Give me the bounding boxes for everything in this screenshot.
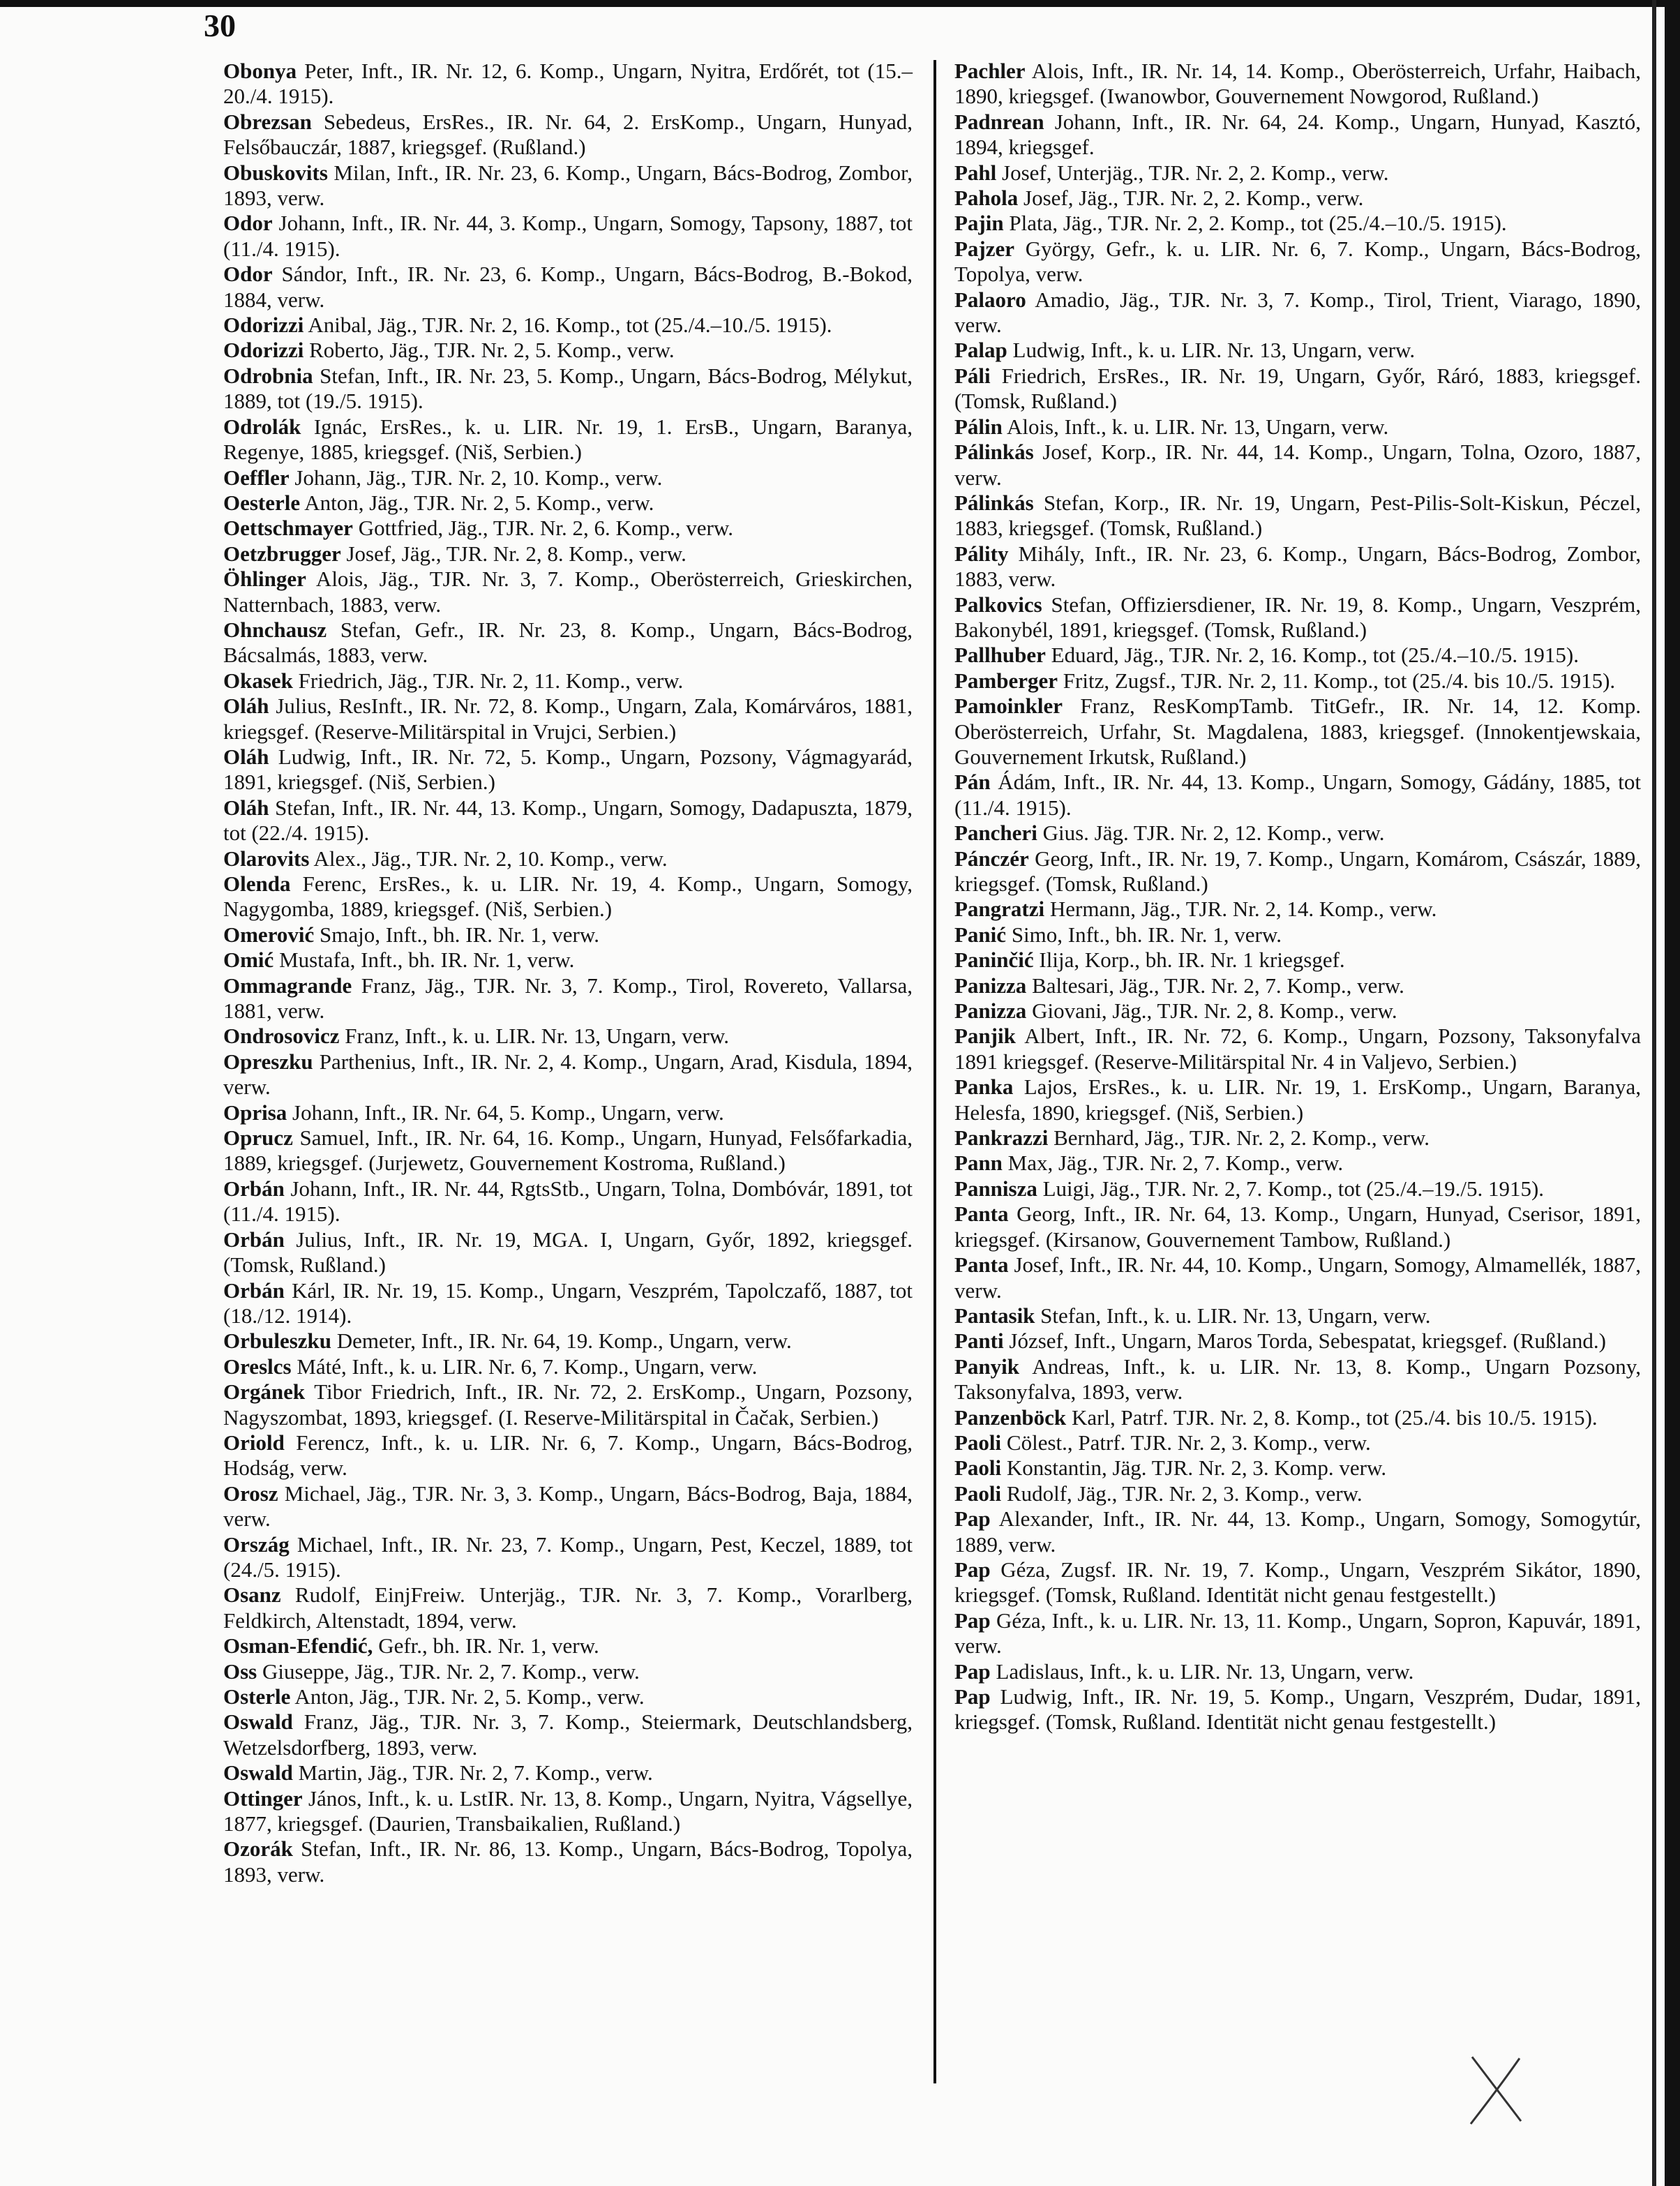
- register-entry: [223, 110, 913, 160]
- register-entry: [954, 1125, 1641, 1151]
- entry-surname: Pangratzi: [954, 897, 1045, 922]
- entry-surname: Ottinger: [223, 1786, 303, 1811]
- entry-surname: Oláh: [223, 694, 269, 719]
- register-entry: [223, 973, 913, 1024]
- entry-details: Máté, Inft., k. u. LIR. Nr. 6, 7. Komp., Ungarn, verw.: [291, 1354, 758, 1379]
- entry-surname: Panizza: [954, 973, 1027, 998]
- register-entry: [223, 617, 913, 668]
- entry-details: Gefr., bh. IR. Nr. 1, verw.: [373, 1633, 599, 1659]
- entry-surname: Panizza: [954, 998, 1027, 1024]
- register-entry: [223, 846, 913, 871]
- register-entry: [223, 465, 913, 491]
- register-entry: [954, 491, 1641, 541]
- entry-details: Alex., Jäg., TJR. Nr. 2, 10. Komp., verw.: [309, 846, 668, 871]
- entry-surname: Odrolák: [223, 414, 301, 439]
- entry-details: Johann, Jäg., TJR. Nr. 2, 10. Komp., verw.: [289, 465, 663, 490]
- register-entry: [954, 770, 1641, 821]
- entry-surname: Pán: [954, 770, 991, 795]
- entry-details: Friedrich, Jäg., TJR. Nr. 2, 11. Komp., verw.: [292, 668, 684, 693]
- entry-details: Alois, Inft., IR. Nr. 14, 14. Komp., Oberösterreich, Urfahr, Haibach, 1890, kriegsgef. (Iwanowbor, Gouvernement Nowgorod, Rußland.): [954, 59, 1641, 109]
- entry-details: Bernhard, Jäg., TJR. Nr. 2, 2. Komp., verw.: [1048, 1125, 1430, 1151]
- register-entry: [223, 948, 913, 973]
- entry-details: Géza, Inft., k. u. LIR. Nr. 13, 11. Komp., Ungarn, Sopron, Kapuvár, 1891, verw.: [954, 1608, 1641, 1659]
- entry-surname: Panić: [954, 922, 1007, 947]
- entry-details: Plata, Jäg., TJR. Nr. 2, 2. Komp., tot (25./4.–10./5. 1915).: [1003, 211, 1507, 236]
- entry-surname: Pannisza: [954, 1176, 1037, 1201]
- entry-details: Julius, ResInft., IR. Nr. 72, 8. Komp., Ungarn, Zala, Komárváros, 1881, kriegsgef. (Reserve-Militärspital in Vrujci, Serbien.): [223, 694, 913, 744]
- register-entry: [223, 1481, 913, 1532]
- register-entry: [954, 592, 1641, 643]
- register-entry: [954, 922, 1641, 948]
- register-entry: [954, 1481, 1641, 1506]
- register-entry: [223, 211, 913, 262]
- entry-surname: Pajin: [954, 211, 1004, 236]
- entry-details: Albert, Inft., IR. Nr. 72, 6. Komp., Ungarn, Pozsony, Taksonyfalva 1891 kriegsgef. (Reserve-Militärspital Nr. 4 in Valjevo, Serbien.): [954, 1024, 1641, 1074]
- entry-surname: Pajzer: [954, 236, 1015, 261]
- register-entry: [223, 1430, 913, 1481]
- register-entry: [954, 59, 1641, 110]
- entry-surname: Oswald: [223, 1709, 293, 1735]
- register-entry: [223, 364, 913, 414]
- entry-surname: Pahola: [954, 186, 1019, 211]
- register-entry: [954, 846, 1641, 897]
- scan-right-edge-line: [1652, 0, 1656, 2186]
- entry-surname: Panzenböck: [954, 1405, 1067, 1430]
- register-entry: [954, 998, 1641, 1024]
- register-entry: [954, 364, 1641, 414]
- entry-surname: Öhlinger: [223, 567, 306, 592]
- entry-details: Georg, Inft., IR. Nr. 19, 7. Komp., Ungarn, Komárom, Császár, 1889, kriegsgef. (Tomsk, Rußland.): [954, 846, 1641, 896]
- entry-details: Alois, Jäg., TJR. Nr. 3, 7. Komp., Oberösterreich, Grieskirchen, Natternbach, 1883, verw.: [223, 567, 913, 617]
- entry-details: Ferencz, Inft., k. u. LIR. Nr. 6, 7. Komp., Ungarn, Bács-Bodrog, Hodság, verw.: [223, 1430, 913, 1481]
- entry-surname: Pap: [954, 1608, 991, 1633]
- register-entry: [223, 1024, 913, 1049]
- entry-surname: Omerović: [223, 922, 315, 947]
- entry-surname: Osanz: [223, 1582, 281, 1608]
- register-entry: [223, 668, 913, 694]
- entry-surname: Pamoinkler: [954, 694, 1063, 719]
- entry-details: Ferenc, ErsRes., k. u. LIR. Nr. 19, 4. Komp., Ungarn, Somogy, Nagygomba, 1889, kriegsgef. (Niš, Serbien.): [223, 871, 913, 922]
- entry-details: Milan, Inft., IR. Nr. 23, 6. Komp., Ungarn, Bács-Bodrog, Zombor, 1893, verw.: [223, 160, 913, 211]
- register-entry: [954, 1430, 1641, 1455]
- register-entry: [223, 1176, 913, 1227]
- entry-surname: Paninčić: [954, 948, 1034, 973]
- entry-details: Eduard, Jäg., TJR. Nr. 2, 16. Komp., tot (25./4.–10./5. 1915).: [1045, 643, 1579, 668]
- register-entry: [954, 897, 1641, 922]
- entry-details: Josef, Jäg., TJR. Nr. 2, 8. Komp., verw.: [340, 541, 687, 566]
- entry-details: Sebedeus, ErsRes., IR. Nr. 64, 2. ErsKomp., Ungarn, Hunyad, Felsőbauczár, 1887, kriegsgef. (Rußland.): [223, 109, 913, 160]
- register-entry: [954, 1303, 1641, 1328]
- entry-surname: Paoli: [954, 1455, 1002, 1481]
- entry-surname: Orbuleszku: [223, 1328, 332, 1354]
- register-entry: [954, 160, 1641, 186]
- register-entry: [954, 1557, 1641, 1608]
- entry-surname: Pantasik: [954, 1303, 1035, 1328]
- register-entry: [223, 871, 913, 922]
- scan-top-edge: [0, 0, 1680, 7]
- register-entry: [954, 1328, 1641, 1354]
- entry-surname: Oss: [223, 1659, 257, 1684]
- register-entry: [223, 922, 913, 948]
- register-entry: [223, 541, 913, 567]
- entry-details: Alexander, Inft., IR. Nr. 44, 13. Komp., Ungarn, Somogy, Somogytúr, 1889, verw.: [954, 1506, 1641, 1557]
- register-entry: [223, 338, 913, 363]
- register-entry: [954, 338, 1641, 363]
- entry-details: Franz, Jäg., TJR. Nr. 3, 7. Komp., Steiermark, Deutschlandsberg, Wetzelsdorfberg, 1893, verw.: [223, 1709, 913, 1760]
- register-entry: [954, 1608, 1641, 1659]
- entry-details: Johann, Inft., IR. Nr. 64, 24. Komp., Ungarn, Hunyad, Kasztó, 1894, kriegsgef.: [954, 109, 1641, 160]
- entry-surname: Oettschmayer: [223, 516, 353, 541]
- entry-surname: Oesterle: [223, 490, 301, 515]
- entry-details: Ilija, Korp., bh. IR. Nr. 1 kriegsgef.: [1033, 948, 1345, 973]
- entry-details: Géza, Zugsf. IR. Nr. 19, 7. Komp., Ungarn, Veszprém Sikátor, 1890, kriegsgef. (Tomsk, Rußland. Identität nicht genau festgestellt.): [954, 1557, 1641, 1608]
- entry-details: Stefan, Korp., IR. Nr. 19, Ungarn, Pest-Pilis-Solt-Kiskun, Péczel, 1883, kriegsgef. (Tomsk, Rußland.): [954, 490, 1641, 541]
- entry-details: Fritz, Zugsf., TJR. Nr. 2, 11. Komp., tot (25./4. bis 10./5. 1915).: [1058, 668, 1616, 693]
- entry-details: Anton, Jäg., TJR. Nr. 2, 5. Komp., verw.: [300, 490, 654, 515]
- entry-details: Johann, Inft., IR. Nr. 64, 5. Komp., Ungarn, verw.: [287, 1100, 724, 1125]
- register-entry: [954, 440, 1641, 491]
- entry-surname: Pachler: [954, 59, 1026, 83]
- entry-surname: Ohnchausz: [223, 617, 327, 642]
- entry-details: Roberto, Jäg., TJR. Nr. 2, 5. Komp., verw.: [303, 338, 675, 363]
- register-entry: [954, 1455, 1641, 1481]
- entry-surname: Pankrazzi: [954, 1125, 1049, 1151]
- register-entry: [223, 491, 913, 516]
- entry-details: Rudolf, Jäg., TJR. Nr. 2, 3. Komp., verw.: [1001, 1481, 1363, 1506]
- register-entry: [954, 1506, 1641, 1557]
- entry-details: Amadio, Jäg., TJR. Nr. 3, 7. Komp., Tirol, Trient, Viarago, 1890, verw.: [954, 287, 1641, 338]
- register-entry: [223, 1684, 913, 1709]
- entry-surname: Panyik: [954, 1354, 1020, 1379]
- entry-details: Stefan, Inft., k. u. LIR. Nr. 13, Ungarn, verw.: [1035, 1303, 1431, 1328]
- entry-details: Ignác, ErsRes., k. u. LIR. Nr. 19, 1. ErsB., Ungarn, Baranya, Regenye, 1885, kriegsgef. (Niš, Serbien.): [223, 414, 913, 465]
- register-entry: [223, 1786, 913, 1837]
- entry-details: Cölest., Patrf. TJR. Nr. 2, 3. Komp., verw.: [1001, 1430, 1371, 1455]
- entry-surname: Pann: [954, 1151, 1003, 1176]
- entry-surname: Osterle: [223, 1684, 291, 1709]
- entry-surname: Olarovits: [223, 846, 310, 871]
- register-entry: [954, 948, 1641, 973]
- entry-surname: Odor: [223, 262, 273, 287]
- register-entry: [223, 160, 913, 211]
- entry-details: Johann, Inft., IR. Nr. 44, RgtsStb., Ungarn, Tolna, Dombóvár, 1891, tot (11./4. 1915).: [223, 1176, 913, 1227]
- entry-details: Sándor, Inft., IR. Nr. 23, 6. Komp., Ungarn, Bács-Bodrog, B.-Bokod, 1884, verw.: [223, 262, 913, 312]
- register-entry: [954, 694, 1641, 770]
- entry-details: Julius, Inft., IR. Nr. 19, MGA. I, Ungarn, Győr, 1892, kriegsgef. (Tomsk, Rußland.): [223, 1227, 913, 1278]
- register-entry: [954, 211, 1641, 236]
- register-entry: [223, 1379, 913, 1430]
- register-entry: [954, 1176, 1641, 1201]
- entry-surname: Pap: [954, 1506, 991, 1532]
- entry-surname: Paoli: [954, 1430, 1002, 1455]
- entry-surname: Orosz: [223, 1481, 278, 1506]
- entry-details: Andreas, Inft., k. u. LIR. Nr. 13, 8. Komp., Ungarn Pozsony, Taksonyfalva, 1893, verw.: [954, 1354, 1641, 1405]
- entry-details: János, Inft., k. u. LstIR. Nr. 13, 8. Komp., Ungarn, Nyitra, Vágsellye, 1877, kriegsgef. (Daurien, Transbaikalien, Rußland.): [223, 1786, 913, 1836]
- entry-surname: Panti: [954, 1328, 1004, 1354]
- entry-details: Mihály, Inft., IR. Nr. 23, 6. Komp., Ungarn, Bács-Bodrog, Zombor, 1883, verw.: [954, 541, 1641, 592]
- entry-surname: Ondrosovicz: [223, 1024, 340, 1049]
- entry-surname: Oprisa: [223, 1100, 287, 1125]
- entry-details: Josef, Unterjäg., TJR. Nr. 2, 2. Komp., verw.: [996, 160, 1389, 185]
- register-entry: [954, 414, 1641, 440]
- register-entry: [954, 1024, 1641, 1075]
- register-entry: [954, 1405, 1641, 1430]
- entry-details: Franz, Jäg., TJR. Nr. 3, 7. Komp., Tirol, Rovereto, Vallarsa, 1881, verw.: [223, 973, 913, 1024]
- register-entry: [223, 516, 913, 541]
- register-entry: [954, 287, 1641, 338]
- entry-surname: Orgánek: [223, 1379, 306, 1405]
- entry-details: Samuel, Inft., IR. Nr. 64, 16. Komp., Ungarn, Hunyad, Felsőfarkadia, 1889, kriegsgef. (Jurjewetz, Gouvernement Kostroma, Rußland.): [223, 1125, 913, 1176]
- right-column: [954, 59, 1641, 1735]
- entry-surname: Panjik: [954, 1024, 1016, 1049]
- entry-surname: Odorizzi: [223, 313, 304, 338]
- register-entry: [223, 795, 913, 846]
- entry-details: Smajo, Inft., bh. IR. Nr. 1, verw.: [314, 922, 599, 947]
- register-entry: [954, 541, 1641, 592]
- entry-details: Max, Jäg., TJR. Nr. 2, 7. Komp., verw.: [1002, 1151, 1344, 1176]
- entry-surname: Panta: [954, 1201, 1009, 1227]
- page-number: 30: [204, 8, 236, 43]
- register-entry: [954, 1659, 1641, 1684]
- entry-details: Josef, Jäg., TJR. Nr. 2, 2. Komp., verw.: [1018, 186, 1364, 211]
- entry-surname: Pap: [954, 1684, 991, 1709]
- register-entry: [223, 1760, 913, 1786]
- entry-details: Lajos, ErsRes., k. u. LIR. Nr. 19, 1. ErsKomp., Ungarn, Baranya, Helesfa, 1890, kriegsgef. (Niš, Serbien.): [954, 1075, 1641, 1125]
- entry-surname: Osman-Efendić,: [223, 1633, 373, 1659]
- entry-details: Georg, Inft., IR. Nr. 64, 13. Komp., Ungarn, Hunyad, Cserisor, 1891, kriegsgef. (Kirsanow, Gouvernement Tambow, Rußland.): [954, 1201, 1641, 1252]
- entry-surname: Odrobnia: [223, 363, 313, 388]
- register-entry: [223, 1049, 913, 1100]
- entry-details: György, Gefr., k. u. LIR. Nr. 6, 7. Komp., Ungarn, Bács-Bodrog, Topolya, verw.: [954, 236, 1641, 287]
- entry-surname: Obuskovits: [223, 160, 328, 185]
- entry-details: Friedrich, ErsRes., IR. Nr. 19, Ungarn, Győr, Ráró, 1883, kriegsgef. (Tomsk, Rußland.): [954, 363, 1641, 414]
- register-entry: [223, 414, 913, 465]
- register-entry: [223, 744, 913, 795]
- register-entry: [223, 694, 913, 744]
- register-entry: [223, 1836, 913, 1887]
- entry-details: Peter, Inft., IR. Nr. 12, 6. Komp., Ungarn, Nyitra, Erdőrét, tot (15.–20./4. 1915).: [223, 59, 913, 109]
- register-entry: [954, 186, 1641, 211]
- entry-surname: Orbán: [223, 1278, 285, 1303]
- register-entry: [954, 1201, 1641, 1252]
- entry-details: Simo, Inft., bh. IR. Nr. 1, verw.: [1006, 922, 1282, 947]
- entry-surname: Ommagrande: [223, 973, 352, 998]
- entry-surname: Olenda: [223, 871, 291, 896]
- register-entry: [223, 567, 913, 617]
- entry-surname: Oreslcs: [223, 1354, 292, 1379]
- register-entry: [954, 973, 1641, 998]
- entry-surname: Páli: [954, 363, 991, 388]
- register-entry: [223, 1532, 913, 1583]
- entry-surname: Palap: [954, 338, 1007, 363]
- entry-details: Anibal, Jäg., TJR. Nr. 2, 16. Komp., tot (25./4.–10./5. 1915).: [303, 313, 832, 338]
- entry-details: Alois, Inft., k. u. LIR. Nr. 13, Ungarn, verw.: [1002, 414, 1389, 439]
- register-entry: [223, 1328, 913, 1354]
- entry-details: Josef, Inft., IR. Nr. 44, 10. Komp., Ungarn, Somogy, Almamellék, 1887, verw.: [954, 1252, 1641, 1303]
- entry-details: Karl, Patrf. TJR. Nr. 2, 8. Komp., tot (25./4. bis 10./5. 1915).: [1066, 1405, 1598, 1430]
- register-entry: [223, 313, 913, 338]
- entry-surname: Orbán: [223, 1176, 285, 1201]
- entry-surname: Obrezsan: [223, 109, 312, 134]
- entry-surname: Ország: [223, 1532, 290, 1557]
- entry-details: Hermann, Jäg., TJR. Nr. 2, 14. Komp., verw.: [1044, 897, 1437, 922]
- entry-surname: Orbán: [223, 1227, 285, 1252]
- entry-surname: Pálin: [954, 414, 1003, 439]
- entry-surname: Oswald: [223, 1760, 293, 1786]
- entry-details: Mustafa, Inft., bh. IR. Nr. 1, verw.: [273, 948, 575, 973]
- entry-details: Stefan, Inft., IR. Nr. 86, 13. Komp., Ungarn, Bács-Bodrog, Topolya, 1893, verw.: [223, 1836, 913, 1887]
- register-entry: [954, 643, 1641, 668]
- entry-details: Johann, Inft., IR. Nr. 44, 3. Komp., Ungarn, Somogy, Tapsony, 1887, tot (11./4. 1915).: [223, 211, 913, 261]
- entry-details: Josef, Korp., IR. Nr. 44, 14. Komp., Ungarn, Tolna, Ozoro, 1887, verw.: [954, 440, 1641, 490]
- register-entry: [223, 262, 913, 313]
- register-entry: [954, 110, 1641, 160]
- register-entry: [954, 1354, 1641, 1405]
- entry-surname: Opreszku: [223, 1049, 313, 1074]
- register-entry: [954, 1252, 1641, 1303]
- register-entry: [223, 1659, 913, 1684]
- entry-details: Michael, Inft., IR. Nr. 23, 7. Komp., Ungarn, Pest, Keczel, 1889, tot (24./5. 1915).: [223, 1532, 913, 1582]
- entry-surname: Oeffler: [223, 465, 290, 490]
- register-entry: [954, 1684, 1641, 1735]
- entry-details: Baltesari, Jäg., TJR. Nr. 2, 7. Komp., verw.: [1026, 973, 1404, 998]
- entry-details: József, Inft., Ungarn, Maros Torda, Sebespatat, kriegsgef. (Rußland.): [1003, 1328, 1606, 1354]
- entry-surname: Pap: [954, 1659, 991, 1684]
- entry-details: Ludwig, Inft., IR. Nr. 72, 5. Komp., Ungarn, Pozsony, Vágmagyarád, 1891, kriegsgef. (Niš, Serbien.): [223, 744, 913, 795]
- column-divider: [933, 60, 936, 2083]
- entry-surname: Pancheri: [954, 821, 1037, 846]
- register-entry: [223, 1354, 913, 1379]
- entry-details: Stefan, Gefr., IR. Nr. 23, 8. Komp., Ungarn, Bács-Bodrog, Bácsalmás, 1883, verw.: [223, 617, 913, 668]
- entry-details: Stefan, Offiziersdiener, IR. Nr. 19, 8. Komp., Ungarn, Veszprém, Bakonybél, 1891, kriegsgef. (Tomsk, Rußland.): [954, 592, 1641, 642]
- entry-details: Gottfried, Jäg., TJR. Nr. 2, 6. Komp., verw.: [352, 516, 733, 541]
- entry-details: Ladislaus, Inft., k. u. LIR. Nr. 13, Ungarn, verw.: [990, 1659, 1414, 1684]
- entry-details: Gius. Jäg. TJR. Nr. 2, 12. Komp., verw.: [1037, 821, 1385, 846]
- entry-surname: Oriold: [223, 1430, 285, 1455]
- entry-details: Parthenius, Inft., IR. Nr. 2, 4. Komp., Ungarn, Arad, Kisdula, 1894, verw.: [223, 1049, 913, 1100]
- entry-details: Stefan, Inft., IR. Nr. 23, 5. Komp., Ungarn, Bács-Bodrog, Mélykut, 1889, tot (19./5. 1915).: [223, 363, 913, 414]
- entry-surname: Ozorák: [223, 1836, 293, 1862]
- register-entry: [223, 1582, 913, 1633]
- register-entry: [954, 821, 1641, 846]
- entry-surname: Panka: [954, 1075, 1014, 1100]
- register-entry: [223, 59, 913, 110]
- entry-surname: Oetzbrugger: [223, 541, 341, 566]
- entry-surname: Pahl: [954, 160, 997, 185]
- entry-surname: Obonya: [223, 59, 297, 83]
- entry-details: Ludwig, Inft., k. u. LIR. Nr. 13, Ungarn, verw.: [1007, 338, 1416, 363]
- entry-surname: Odor: [223, 211, 273, 236]
- register-entry: [954, 1151, 1641, 1176]
- entry-surname: Padnrean: [954, 109, 1044, 134]
- entry-surname: Okasek: [223, 668, 293, 693]
- entry-details: Rudolf, EinjFreiw. Unterjäg., TJR. Nr. 3, 7. Komp., Vorarlberg, Feldkirch, Altenstadt, 1894, verw.: [223, 1582, 913, 1633]
- entry-details: Ádám, Inft., IR. Nr. 44, 13. Komp., Ungarn, Somogy, Gádány, 1885, tot (11./4. 1915).: [954, 770, 1641, 820]
- register-entry: [954, 668, 1641, 694]
- entry-surname: Palaoro: [954, 287, 1026, 312]
- entry-surname: Pálinkás: [954, 490, 1034, 515]
- entry-details: Stefan, Inft., IR. Nr. 44, 13. Komp., Ungarn, Somogy, Dadapuszta, 1879, tot (22./4. 1915).: [223, 795, 913, 846]
- entry-details: Michael, Jäg., TJR. Nr. 3, 3. Komp., Ungarn, Bács-Bodrog, Baja, 1884, verw.: [223, 1481, 913, 1532]
- entry-details: Konstantin, Jäg. TJR. Nr. 2, 3. Komp. verw.: [1001, 1455, 1387, 1481]
- entry-details: Franz, Inft., k. u. LIR. Nr. 13, Ungarn, verw.: [339, 1024, 729, 1049]
- entry-surname: Oprucz: [223, 1125, 293, 1151]
- entry-surname: Pap: [954, 1557, 991, 1582]
- entry-details: Giovani, Jäg., TJR. Nr. 2, 8. Komp., verw.: [1026, 998, 1397, 1024]
- entry-surname: Panta: [954, 1252, 1009, 1278]
- register-entry: [223, 1100, 913, 1125]
- entry-surname: Oláh: [223, 744, 269, 769]
- entry-surname: Paoli: [954, 1481, 1002, 1506]
- register-entry: [223, 1227, 913, 1278]
- entry-surname: Pallhuber: [954, 643, 1046, 668]
- register-entry: [954, 1075, 1641, 1125]
- entry-surname: Omić: [223, 948, 274, 973]
- register-entry: [223, 1633, 913, 1659]
- register-entry: [954, 237, 1641, 287]
- entry-details: Martin, Jäg., TJR. Nr. 2, 7. Komp., verw.: [292, 1760, 653, 1786]
- entry-surname: Pálinkás: [954, 440, 1034, 465]
- entry-details: Luigi, Jäg., TJR. Nr. 2, 7. Komp., tot (25./4.–19./5. 1915).: [1037, 1176, 1545, 1201]
- scan-right-edge: [1665, 0, 1680, 2186]
- entry-details: Ludwig, Inft., IR. Nr. 19, 5. Komp., Ungarn, Veszprém, Dudar, 1891, kriegsgef. (Tomsk, Rußland. Identität nicht genau festgestellt.): [954, 1684, 1641, 1735]
- entry-surname: Pamberger: [954, 668, 1058, 693]
- entry-surname: Pánczér: [954, 846, 1029, 871]
- entry-surname: Odorizzi: [223, 338, 304, 363]
- entry-details: Kárl, IR. Nr. 19, 15. Komp., Ungarn, Veszprém, Tapolczafő, 1887, tot (18./12. 1914).: [223, 1278, 913, 1328]
- entry-details: Franz, ResKompTamb. TitGefr., IR. Nr. 14, 12. Komp. Oberösterreich, Urfahr, St. Magdalena, 1883, kriegsgef. (Innokentjewskaia, Gouvernement Irkutsk, Rußland.): [954, 694, 1641, 769]
- left-column: [223, 59, 913, 1887]
- entry-surname: Pálity: [954, 541, 1009, 566]
- entry-surname: Oláh: [223, 795, 269, 820]
- entry-details: Anton, Jäg., TJR. Nr. 2, 5. Komp., verw.: [290, 1684, 645, 1709]
- entry-surname: Palkovics: [954, 592, 1042, 617]
- register-entry: [223, 1125, 913, 1176]
- entry-details: Tibor Friedrich, Inft., IR. Nr. 72, 2. ErsKomp., Ungarn, Pozsony, Nagyszombat, 1893, kriegsgef. (I. Reserve-Militärspital in Čačak, Serbien.): [223, 1379, 913, 1430]
- register-entry: [223, 1709, 913, 1760]
- handwritten-cross-mark: [1465, 2051, 1528, 2128]
- entry-details: Demeter, Inft., IR. Nr. 64, 19. Komp., Ungarn, verw.: [331, 1328, 792, 1354]
- register-entry: [223, 1278, 913, 1329]
- entry-details: Giuseppe, Jäg., TJR. Nr. 2, 7. Komp., verw.: [257, 1659, 640, 1684]
